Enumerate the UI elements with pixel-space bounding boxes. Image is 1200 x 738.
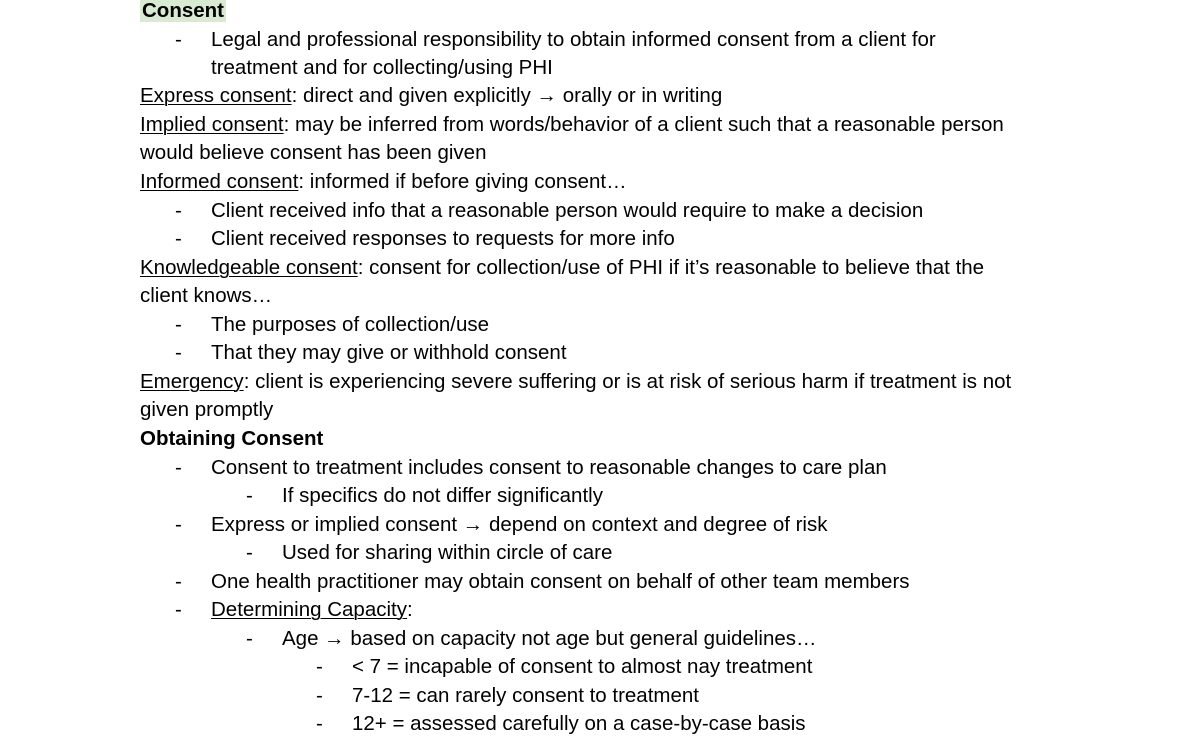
term-informed: Informed consent	[140, 170, 299, 193]
sub-sub-list-item: < 7 = incapable of consent to almost nay treatment	[352, 655, 813, 678]
definition-text: : direct and given explicitly → orally or in writing	[291, 84, 723, 107]
definition-text: : client is experiencing severe suffering or is at risk of serious harm if treatment is not	[243, 370, 1012, 393]
term-knowledgeable: Knowledgeable consent	[140, 256, 358, 279]
definition-continuation: given promptly	[140, 398, 274, 421]
list-item: Client received responses to requests for more info	[211, 227, 675, 250]
list-item: One health practitioner may obtain consent on behalf of other team members	[211, 570, 910, 593]
bullet-dash: -	[175, 341, 182, 364]
list-item: Express or implied consent → depend on context and degree of risk	[211, 513, 828, 536]
list-item: The purposes of collection/use	[211, 313, 490, 336]
sub-list-item: Age → based on capacity not age but general guidelines…	[282, 627, 817, 650]
bullet-dash: -	[175, 598, 182, 621]
bullet-dash: -	[316, 712, 323, 735]
term-implied: Implied consent	[140, 113, 284, 136]
definition-continuation: client knows…	[140, 284, 273, 307]
definition-text: : informed if before giving consent…	[298, 170, 627, 193]
colon: :	[406, 598, 413, 621]
definition-knowledgeable	[140, 254, 984, 282]
bullet-dash: -	[175, 199, 182, 222]
bullet-dash: -	[316, 684, 323, 707]
list-item-capacity	[211, 596, 413, 624]
section-heading: Obtaining Consent	[140, 427, 324, 450]
bullet-dash: -	[175, 227, 182, 250]
bullet-dash: -	[175, 28, 182, 51]
list-item-continuation: treatment and for collecting/using PHI	[211, 56, 553, 79]
bullet-dash: -	[175, 313, 182, 336]
definition-express	[140, 82, 722, 110]
sub-list-item: If specifics do not differ significantly	[282, 484, 603, 507]
term-determining-capacity: Determining Capacity	[211, 598, 407, 621]
title-text: Consent	[142, 0, 224, 22]
term-emergency: Emergency	[140, 370, 244, 393]
sub-sub-list-item: 7-12 = can rarely consent to treatment	[352, 684, 699, 707]
definition-emergency	[140, 368, 1011, 396]
list-item: That they may give or withhold consent	[211, 341, 567, 364]
definition-text: : may be inferred from words/behavior of a client such that a reasonable person	[283, 113, 1004, 136]
bullet-dash: -	[246, 484, 253, 507]
sub-sub-list-item: 12+ = assessed carefully on a case-by-case basis	[352, 712, 806, 735]
bullet-dash: -	[175, 570, 182, 593]
list-item: Consent to treatment includes consent to reasonable changes to care plan	[211, 456, 887, 479]
list-item: Client received info that a reasonable person would require to make a decision	[211, 199, 924, 222]
bullet-dash: -	[175, 513, 182, 536]
definition-informed	[140, 168, 627, 196]
bullet-dash: -	[175, 456, 182, 479]
definition-implied	[140, 111, 1004, 139]
definition-continuation: would believe consent has been given	[140, 141, 487, 164]
list-item: Legal and professional responsibility to obtain informed consent from a client for	[211, 28, 936, 51]
sub-list-item: Used for sharing within circle of care	[282, 541, 613, 564]
section-title	[140, 0, 226, 25]
bullet-dash: -	[246, 627, 253, 650]
definition-text: : consent for collection/use of PHI if it’s reasonable to believe that the	[357, 256, 985, 279]
bullet-dash: -	[316, 655, 323, 678]
bullet-dash: -	[246, 541, 253, 564]
term-express: Express consent	[140, 84, 292, 107]
